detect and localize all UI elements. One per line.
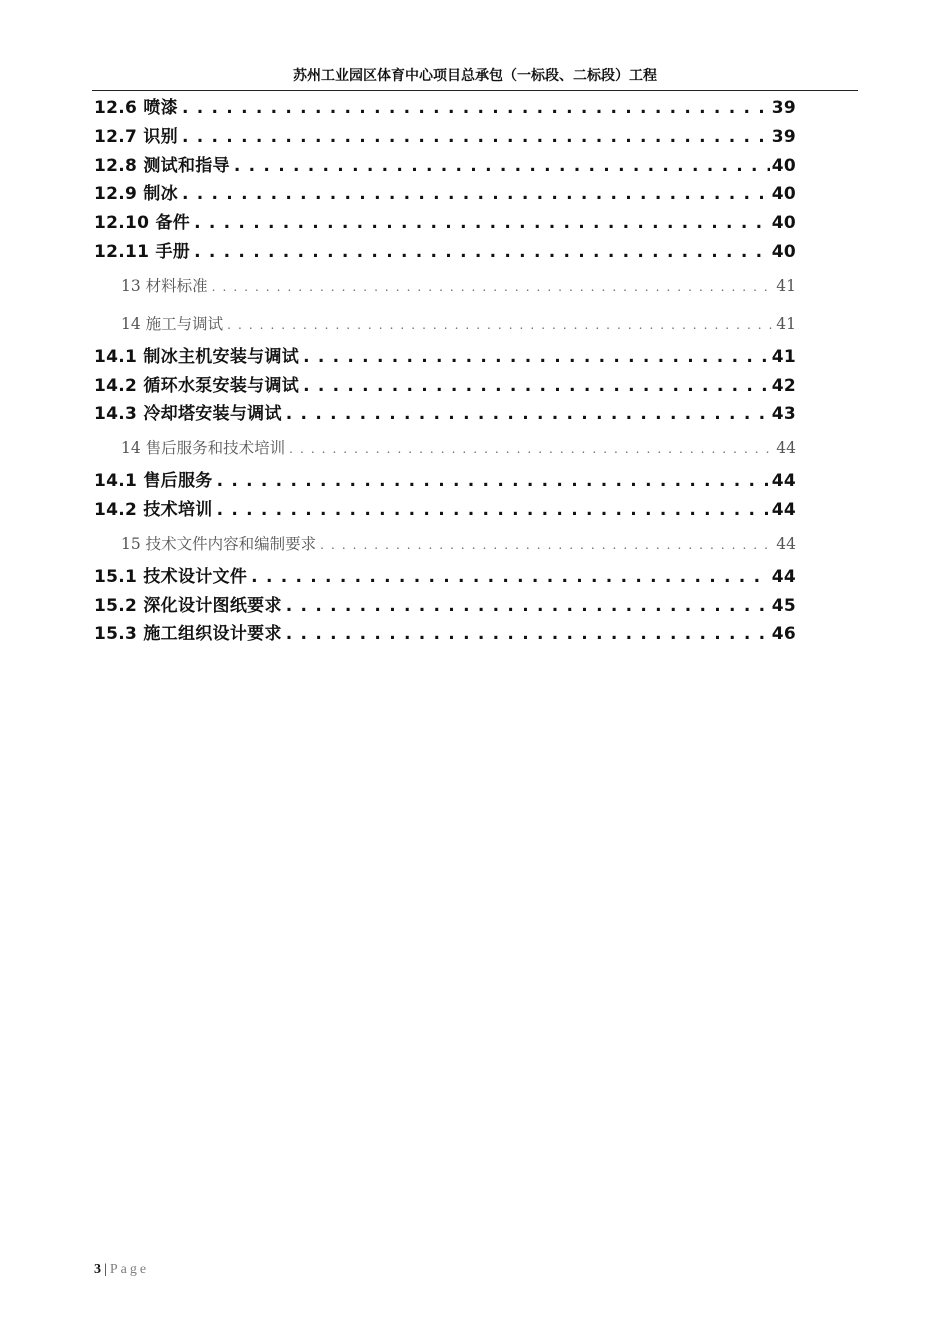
- toc-page-number: 44: [771, 471, 796, 492]
- toc-dot-leader: [217, 496, 770, 525]
- page-footer: [94, 1262, 149, 1278]
- toc-entry[interactable]: [94, 94, 796, 123]
- toc-dot-leader: [182, 180, 770, 209]
- toc-entry-label: 13 材料标准: [121, 276, 208, 295]
- toc-dot-leader: [182, 94, 770, 123]
- toc-entry-label: 12.8 测试和指导: [94, 155, 230, 176]
- toc-page-number: 42: [771, 375, 796, 396]
- toc-entry-label: 12.6 喷漆: [94, 98, 178, 118]
- toc-page-number: 40: [771, 241, 796, 262]
- toc-entry-label: 14.2 循环水泵安装与调试: [94, 375, 300, 396]
- toc-page-number: 44: [771, 499, 796, 520]
- toc-entry[interactable]: [94, 343, 796, 372]
- toc-entry[interactable]: [94, 400, 796, 429]
- toc-entry[interactable]: [94, 563, 796, 592]
- toc-entry-label: 12.7 识别: [94, 126, 178, 147]
- toc-entry-label: 15 技术文件内容和编制要求: [121, 534, 317, 553]
- toc-page-number: 40: [771, 184, 796, 205]
- toc-entry-label: 14.1 制冰主机安装与调试: [94, 346, 300, 367]
- running-header: 苏州工业园区体育中心项目总承包（一标段、二标段）工程: [92, 64, 858, 91]
- toc-page-number: 41: [776, 314, 796, 333]
- toc-page-number: 44: [771, 566, 796, 587]
- toc-page-number: 39: [771, 98, 796, 118]
- toc-page-number: 40: [771, 213, 796, 234]
- toc-entry-label: 14.3 冷却塔安装与调试: [94, 404, 282, 425]
- footer-page-label: Page: [109, 1262, 150, 1277]
- toc-chapter-entry[interactable]: [94, 429, 796, 467]
- toc-dot-leader: [303, 343, 770, 372]
- toc-page-number: 45: [771, 595, 796, 616]
- toc-entry-label: 14.2 技术培训: [94, 499, 213, 520]
- toc-entry[interactable]: [94, 592, 796, 621]
- toc-page-number: 40: [771, 155, 796, 176]
- toc-dot-leader: [286, 592, 770, 621]
- toc-entry[interactable]: [94, 467, 796, 496]
- toc-dot-leader: [289, 430, 774, 467]
- toc-dot-leader: [212, 268, 775, 305]
- toc-dot-leader: [251, 563, 770, 592]
- toc-page-number: 44: [776, 534, 796, 553]
- toc-entry[interactable]: [94, 152, 796, 181]
- footer-page-number: 3: [94, 1262, 101, 1277]
- toc-chapter-entry[interactable]: [94, 267, 796, 305]
- toc-entry-label: 15.3 施工组织设计要求: [94, 624, 282, 645]
- toc-page-number: 41: [771, 346, 796, 367]
- footer-separator: |: [104, 1262, 107, 1277]
- toc-entry[interactable]: [94, 209, 796, 238]
- toc-entry[interactable]: [94, 238, 796, 267]
- toc-dot-leader: [194, 209, 770, 238]
- toc-entry-label: 14 施工与调试: [121, 314, 224, 333]
- toc-entry-label: 12.10 备件: [94, 213, 191, 234]
- toc-entry[interactable]: [94, 496, 796, 525]
- toc-entry-label: 12.9 制冰: [94, 184, 178, 205]
- toc-entry[interactable]: [94, 180, 796, 209]
- toc-entry-label: 15.2 深化设计图纸要求: [94, 595, 282, 616]
- toc-entry-label: 15.1 技术设计文件: [94, 566, 248, 587]
- toc-entry[interactable]: [94, 620, 796, 649]
- toc-chapter-entry[interactable]: [94, 305, 796, 343]
- toc-entry[interactable]: [94, 372, 796, 401]
- toc-dot-leader: [286, 620, 770, 649]
- toc-entry-label: 14 售后服务和技术培训: [121, 439, 286, 458]
- toc-dot-leader: [227, 306, 774, 343]
- toc-page-number: 44: [776, 439, 796, 458]
- toc-dot-leader: [182, 123, 770, 152]
- toc-dot-leader: [286, 400, 770, 429]
- toc-dot-leader: [303, 372, 770, 401]
- toc-dot-leader: [320, 526, 774, 563]
- toc-dot-leader: [194, 238, 770, 267]
- toc-entry-label: 12.11 手册: [94, 241, 191, 262]
- toc-dot-leader: [234, 152, 770, 181]
- table-of-contents: [94, 94, 796, 649]
- toc-page-number: 46: [771, 624, 796, 645]
- toc-page-number: 41: [776, 276, 796, 295]
- toc-page-number: 43: [771, 404, 796, 425]
- toc-entry-label: 14.1 售后服务: [94, 471, 213, 492]
- toc-dot-leader: [217, 467, 770, 496]
- toc-chapter-entry[interactable]: [94, 525, 796, 563]
- toc-page-number: 39: [771, 126, 796, 147]
- toc-entry[interactable]: [94, 123, 796, 152]
